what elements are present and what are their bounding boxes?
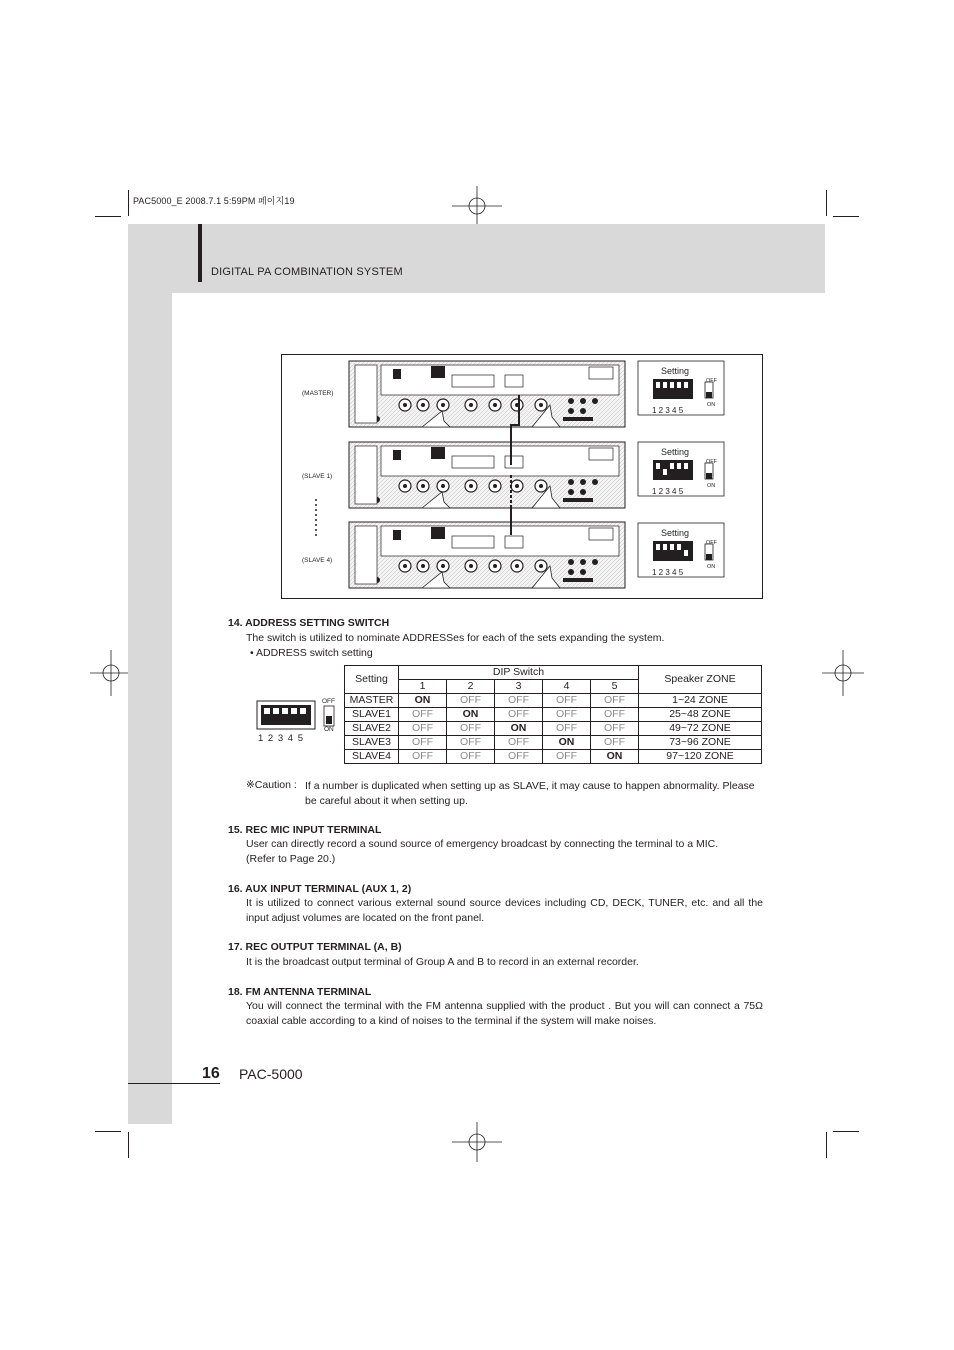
switch-cell: ON: [399, 694, 447, 708]
switch-cell: OFF: [447, 750, 495, 764]
table-row: [345, 722, 762, 736]
dip-off-label: OFF: [322, 698, 335, 705]
off-label: OFF: [706, 540, 717, 546]
print-slug: PAC5000_E 2008.7.1 5:59PM 페이지19: [133, 196, 295, 206]
switch-cell: OFF: [447, 736, 495, 750]
row-zone: 97~120 ZONE: [639, 750, 762, 764]
row-setting: SLAVE1: [345, 708, 399, 722]
switch-cell: OFF: [447, 694, 495, 708]
switch-cell: OFF: [591, 722, 639, 736]
on-label: ON: [707, 483, 716, 489]
caution-text: If a number is duplicated when setting up as SLAVE, it may cause to happen abnormality. Please be careful about it when setting up.: [305, 780, 755, 807]
switch-cell: OFF: [543, 708, 591, 722]
switch-cell: ON: [543, 736, 591, 750]
row-zone: 1~24 ZONE: [639, 694, 762, 708]
row-setting: SLAVE2: [345, 722, 399, 736]
switch-cell: OFF: [399, 722, 447, 736]
on-label: ON: [707, 564, 716, 570]
header-speaker-zone: Speaker ZONE: [639, 666, 762, 694]
switch-cell: ON: [447, 708, 495, 722]
header-switch-3: 3: [495, 680, 543, 694]
dip-on-label: ON: [324, 726, 334, 733]
header-title: DIGITAL PA COMBINATION SYSTEM: [211, 266, 403, 278]
switch-cell: ON: [591, 750, 639, 764]
switch-cell: OFF: [399, 708, 447, 722]
unit-label-master: (MASTER): [302, 390, 334, 397]
table-header-row: [345, 666, 762, 680]
section-text-16: It is utilized to connect various external sound source devices including CD, DECK, TUNER, etc. and all the input adjust volumes are located on the front panel.: [246, 897, 763, 924]
row-zone: 49~72 ZONE: [639, 722, 762, 736]
header-switch-1: 1: [399, 680, 447, 694]
switch-cell: OFF: [591, 708, 639, 722]
bullet-address-setting: • ADDRESS switch setting: [250, 647, 373, 659]
section-title-18: 18. FM ANTENNA TERMINAL: [228, 986, 372, 998]
row-zone: 25~48 ZONE: [639, 708, 762, 722]
unit-label-slave4: (SLAVE 4): [302, 557, 333, 564]
switch-cell: OFF: [591, 736, 639, 750]
section-text-15-ref: (Refer to Page 20.): [246, 853, 336, 865]
on-label: ON: [707, 402, 716, 408]
page-corner: [172, 293, 252, 353]
switch-cell: ON: [495, 722, 543, 736]
switch-cell: OFF: [591, 694, 639, 708]
switch-cell: OFF: [495, 736, 543, 750]
header-setting: Setting: [345, 666, 399, 694]
rear-panel-diagram: [282, 355, 762, 598]
row-setting: SLAVE3: [345, 736, 399, 750]
switch-cell: OFF: [543, 694, 591, 708]
switch-cell: OFF: [495, 694, 543, 708]
row-setting: SLAVE4: [345, 750, 399, 764]
switch-numbers: 1 2 3 4 5: [652, 568, 684, 577]
header-band: [128, 224, 825, 293]
section-title-17: 17. REC OUTPUT TERMINAL (A, B): [228, 941, 402, 953]
product-name: PAC-5000: [239, 1066, 303, 1082]
dip-switch-table: [344, 665, 762, 764]
switch-cell: OFF: [399, 750, 447, 764]
setting-title: Setting: [661, 447, 690, 457]
setting-title: Setting: [661, 528, 690, 538]
switch-cell: OFF: [399, 736, 447, 750]
row-zone: 73~96 ZONE: [639, 736, 762, 750]
caution-label: ※Caution :: [246, 779, 297, 791]
table-row: [345, 750, 762, 764]
switch-numbers: 1 2 3 4 5: [652, 487, 684, 496]
switch-cell: OFF: [447, 722, 495, 736]
switch-cell: OFF: [495, 708, 543, 722]
section-text-14: The switch is utilized to nominate ADDRESSes for each of the sets expanding the system.: [246, 632, 665, 644]
header-switch-5: 5: [591, 680, 639, 694]
section-title-15: 15. REC MIC INPUT TERMINAL: [228, 824, 382, 836]
section-text-18: You will connect the terminal with the FM antenna supplied with the product . But you will can connect a 75Ω coaxial cable according to a kind of noises to the terminal if the system will make noises.: [246, 1000, 763, 1027]
section-title-16: 16. AUX INPUT TERMINAL (AUX 1, 2): [228, 883, 412, 895]
side-band: [128, 293, 172, 1124]
table-row: [345, 736, 762, 750]
switch-cell: OFF: [543, 722, 591, 736]
switch-numbers: 1 2 3 4 5: [652, 406, 684, 415]
setting-title: Setting: [661, 366, 690, 376]
header-switch-2: 2: [447, 680, 495, 694]
connection-figure: [281, 354, 763, 599]
section-text-17: It is the broadcast output terminal of Group A and B to record in an external recorder.: [246, 956, 639, 968]
table-row: [345, 708, 762, 722]
off-label: OFF: [706, 459, 717, 465]
dip-switch-numbers: 1 2 3 4 5: [258, 733, 304, 744]
switch-cell: OFF: [543, 750, 591, 764]
page-number: 16: [202, 1065, 220, 1082]
header-bar: [198, 224, 202, 282]
section-text-15: User can directly record a sound source of emergency broadcast by connecting the terminal to a MIC.: [246, 838, 719, 850]
switch-cell: OFF: [495, 750, 543, 764]
table-row: [345, 694, 762, 708]
off-label: OFF: [706, 378, 717, 384]
section-title-14: 14. ADDRESS SETTING SWITCH: [228, 617, 390, 629]
header-switch-4: 4: [543, 680, 591, 694]
dip-switch-illustration: [256, 700, 338, 746]
footer-rule: [128, 1083, 220, 1084]
row-setting: MASTER: [345, 694, 399, 708]
unit-label-slave1: (SLAVE 1): [302, 473, 333, 480]
header-dip-switch: DIP Switch: [399, 666, 639, 680]
